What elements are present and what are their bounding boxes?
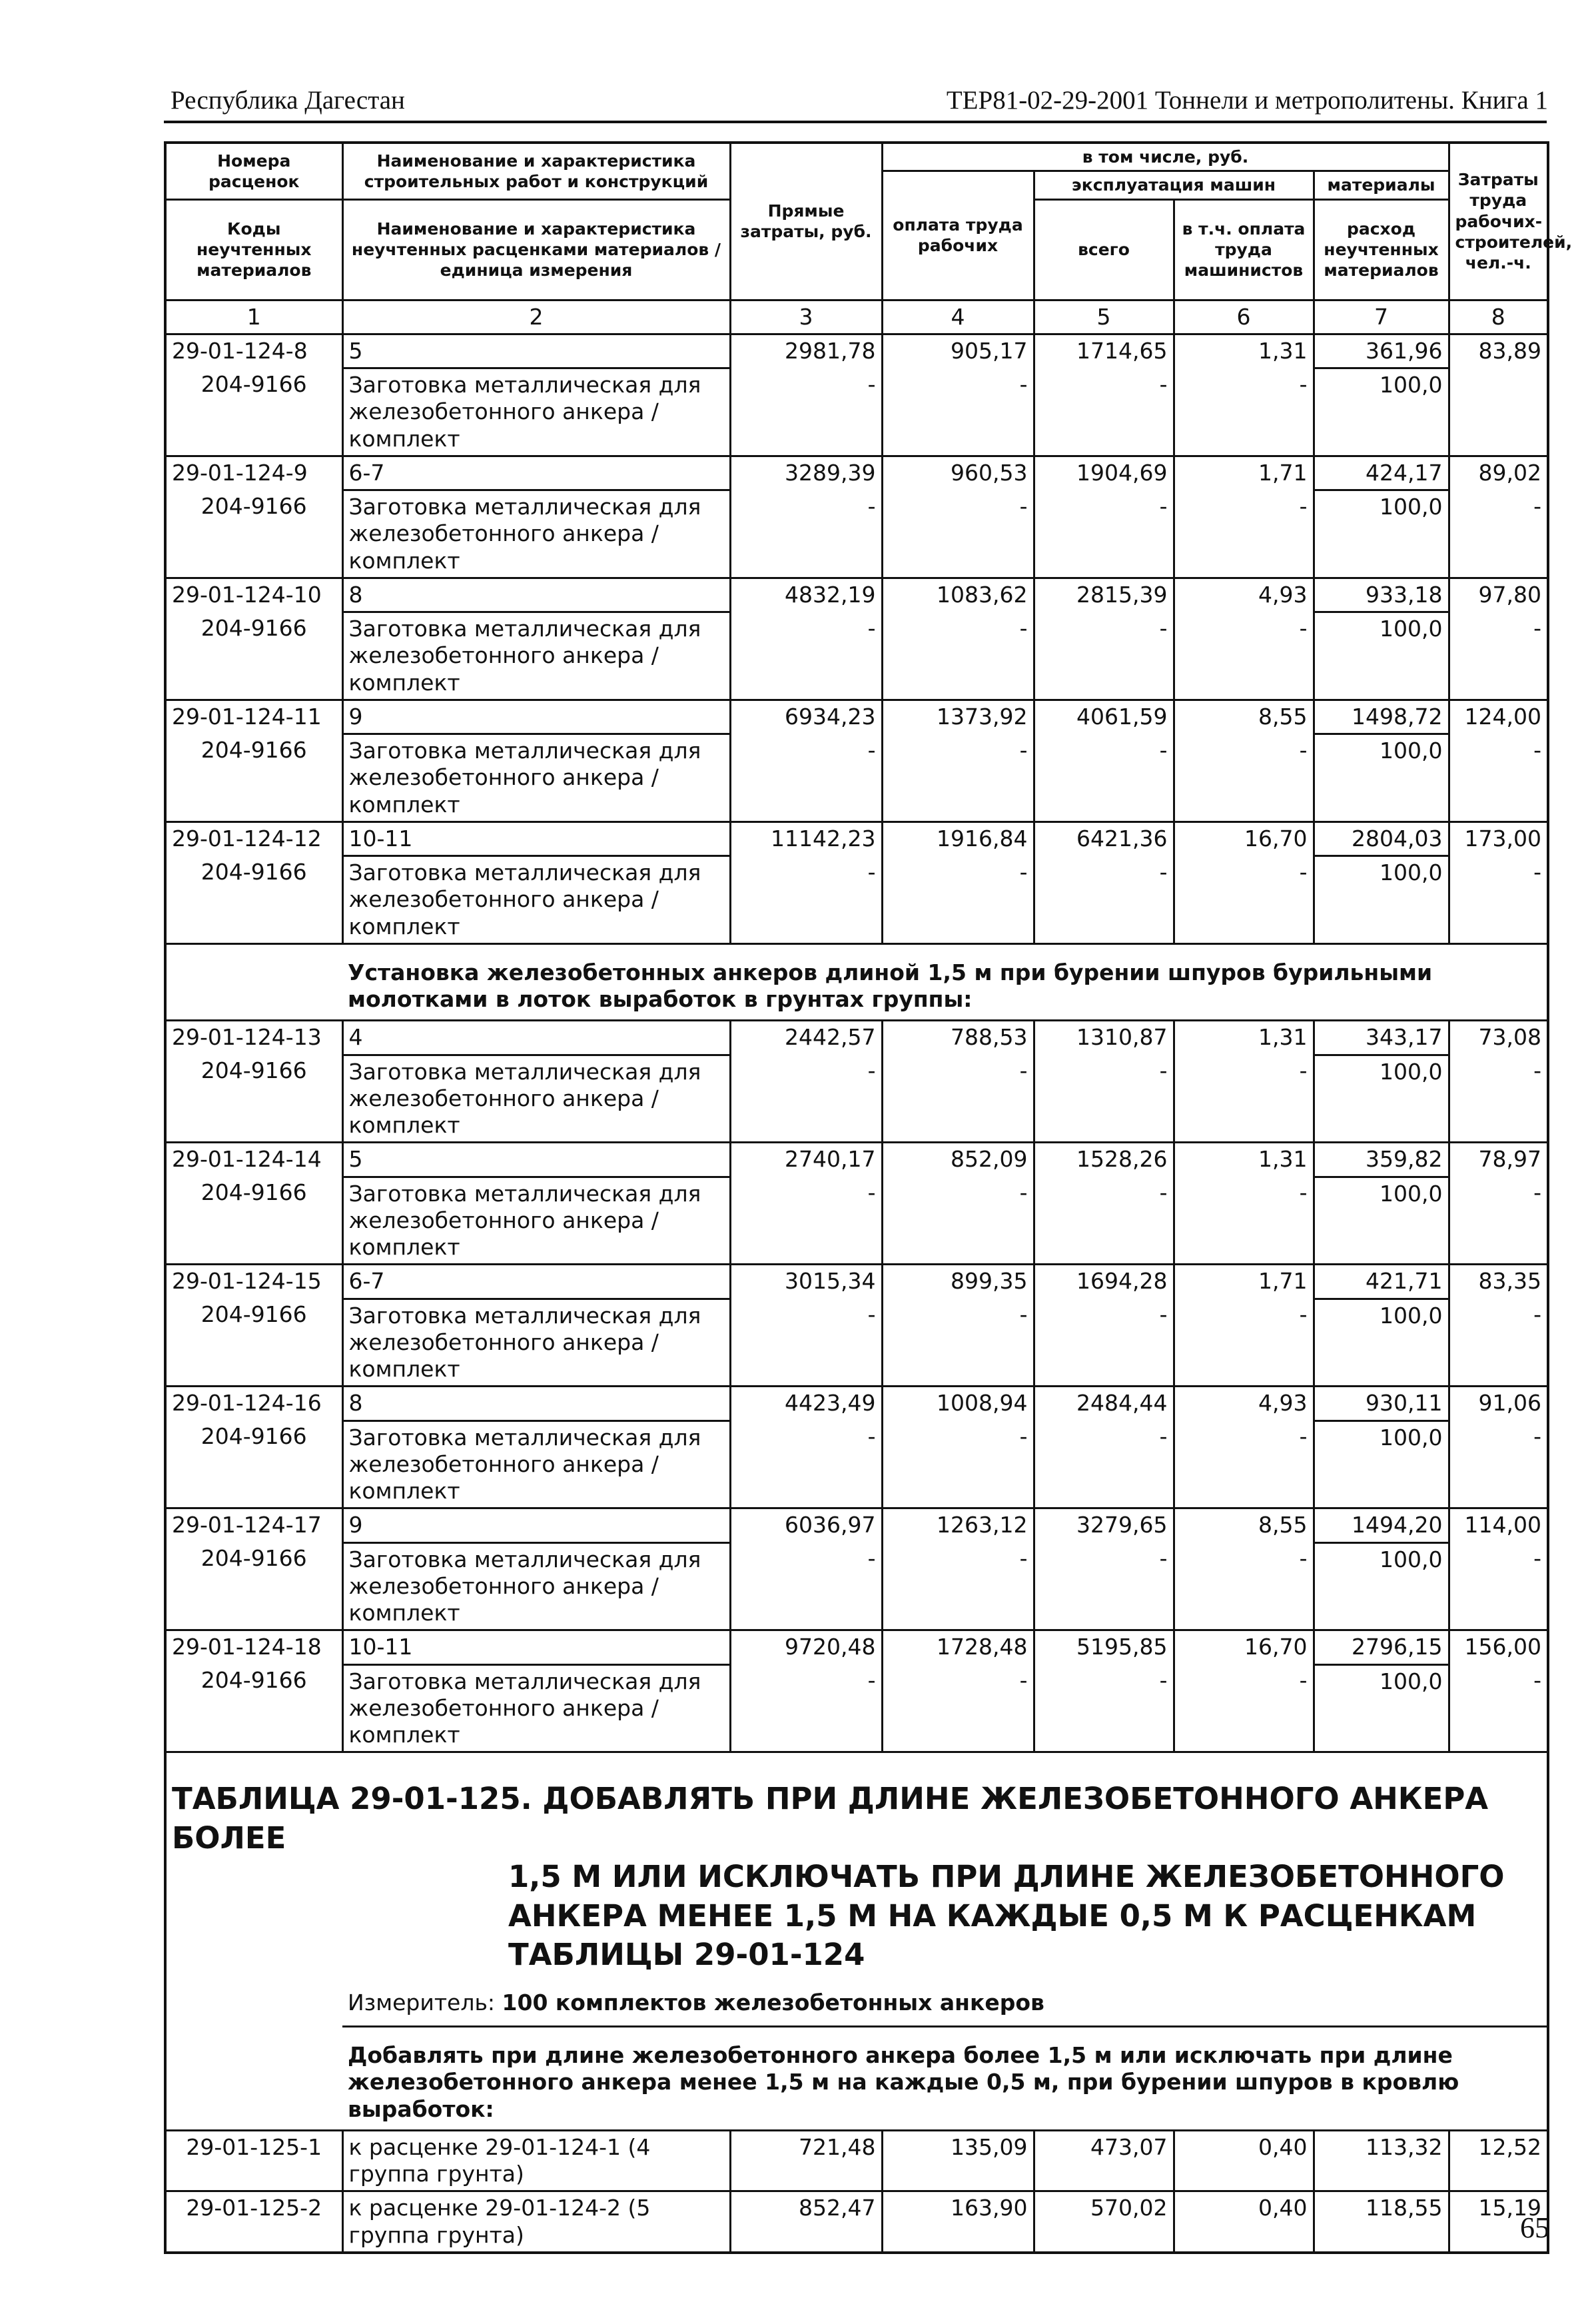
operators-cost: 1,31 xyxy=(1174,1143,1314,1177)
table-row xyxy=(165,700,1548,734)
section-spacer xyxy=(165,943,342,1021)
materials-cost: 421,71 xyxy=(1314,1265,1449,1299)
table-row xyxy=(165,1630,1548,1664)
labor-hours: 89,02 xyxy=(1449,456,1548,490)
table-row xyxy=(165,1299,1548,1387)
rate-code: 29-01-124-12 xyxy=(165,822,342,856)
materials-cost: 118,55 xyxy=(1314,2191,1449,2253)
material-labor: - xyxy=(882,856,1034,944)
labor-cost: 1008,94 xyxy=(882,1387,1034,1421)
labor-cost: 788,53 xyxy=(882,1021,1034,1055)
header-group-materials: материалы xyxy=(1314,171,1449,199)
material-machines: - xyxy=(1034,612,1174,700)
material-code: 204-9166 xyxy=(200,1423,307,1449)
material-machines: - xyxy=(1034,1177,1174,1265)
material-machines: - xyxy=(1034,1542,1174,1630)
rate-code: 29-01-124-9 xyxy=(165,456,342,490)
table-row xyxy=(165,2130,1548,2191)
rate-name: к расценке 29-01-124-1 (4 группа грунта) xyxy=(342,2130,730,2191)
material-name: Заготовка металлическая для железобетонного анкера / комплект xyxy=(342,368,730,456)
operators-cost: 0,40 xyxy=(1174,2191,1314,2253)
material-direct: - xyxy=(730,1055,882,1143)
labor-hours: 15,19 xyxy=(1449,2191,1548,2253)
rate-code: 29-01-124-14 xyxy=(165,1143,342,1177)
table-row xyxy=(165,1542,1548,1630)
material-hours xyxy=(1449,368,1548,456)
colnum-2: 2 xyxy=(342,300,730,334)
direct-cost: 6036,97 xyxy=(730,1508,882,1542)
machines-cost: 1310,87 xyxy=(1034,1021,1174,1055)
rate-code: 29-01-124-10 xyxy=(165,578,342,612)
material-labor: - xyxy=(882,1299,1034,1387)
labor-hours: 124,00 xyxy=(1449,700,1548,734)
direct-cost: 4832,19 xyxy=(730,578,882,612)
machines-cost: 2815,39 xyxy=(1034,578,1174,612)
materials-cost: 1494,20 xyxy=(1314,1508,1449,1542)
machines-cost: 5195,85 xyxy=(1034,1630,1174,1664)
material-code: 204-9166 xyxy=(200,1545,307,1571)
rate-code: 29-01-124-8 xyxy=(165,334,342,368)
material-direct: - xyxy=(730,1299,882,1387)
labor-cost: 905,17 xyxy=(882,334,1034,368)
section-title: Установка железобетонных анкеров длиной 1,5 м при бурении шпуров бурильными молотками в лоток выработок в грунтах группы: xyxy=(342,943,1548,1021)
colnum-8: 8 xyxy=(1449,300,1548,334)
material-code: 204-9166 xyxy=(200,492,307,519)
rate-name: 8 xyxy=(342,1387,730,1421)
table-row xyxy=(165,856,1548,944)
measure xyxy=(342,1987,1548,2027)
machines-cost: 3279,65 xyxy=(1034,1508,1174,1542)
material-hours: - xyxy=(1449,1664,1548,1752)
material-direct: - xyxy=(730,1177,882,1265)
material-machines: - xyxy=(1034,1664,1174,1752)
material-operators: - xyxy=(1174,1542,1314,1630)
material-direct: - xyxy=(730,1542,882,1630)
machines-cost: 473,07 xyxy=(1034,2130,1174,2191)
material-machines: - xyxy=(1034,490,1174,578)
operators-cost: 4,93 xyxy=(1174,1387,1314,1421)
material-qty: 100,0 xyxy=(1314,1542,1449,1630)
table-row xyxy=(165,822,1548,856)
direct-cost: 4423,49 xyxy=(730,1387,882,1421)
section-spacer xyxy=(165,2027,342,2131)
material-direct: - xyxy=(730,368,882,456)
material-code: 204-9166 xyxy=(200,1057,307,1083)
material-qty: 100,0 xyxy=(1314,1055,1449,1143)
operators-cost: 8,55 xyxy=(1174,1508,1314,1542)
material-operators: - xyxy=(1174,856,1314,944)
direct-cost: 2981,78 xyxy=(730,334,882,368)
material-machines: - xyxy=(1034,1055,1174,1143)
material-qty: 100,0 xyxy=(1314,1664,1449,1752)
table-row xyxy=(165,1664,1548,1752)
table125-title-line4: ТАБЛИЦЫ 29-01-124 xyxy=(508,1937,865,1973)
material-name: Заготовка металлическая для железобетонного анкера / комплект xyxy=(342,1664,730,1752)
labor-hours: 91,06 xyxy=(1449,1387,1548,1421)
header-group-including: в том числе, руб. xyxy=(882,143,1449,171)
direct-cost: 721,48 xyxy=(730,2130,882,2191)
materials-cost: 113,32 xyxy=(1314,2130,1449,2191)
table125-title-line3: АНКЕРА МЕНЕЕ 1,5 М НА КАЖДЫЕ 0,5 М К РАСЦЕНКАМ xyxy=(508,1898,1477,1934)
material-name: Заготовка металлическая для железобетонного анкера / комплект xyxy=(342,612,730,700)
direct-cost: 9720,48 xyxy=(730,1630,882,1664)
table125-title-row xyxy=(165,1752,1548,1987)
operators-cost: 1,71 xyxy=(1174,456,1314,490)
direct-cost: 852,47 xyxy=(730,2191,882,2253)
labor-cost: 163,90 xyxy=(882,2191,1034,2253)
header-left: Республика Дагестан xyxy=(171,86,405,115)
table-row xyxy=(165,1021,1548,1055)
labor-hours: 73,08 xyxy=(1449,1021,1548,1055)
material-direct: - xyxy=(730,1421,882,1508)
table-row xyxy=(165,734,1548,822)
colnum-4: 4 xyxy=(882,300,1034,334)
machines-cost: 6421,36 xyxy=(1034,822,1174,856)
material-code: 204-9166 xyxy=(200,1667,307,1693)
material-qty: 100,0 xyxy=(1314,1421,1449,1508)
rate-code: 29-01-125-2 xyxy=(165,2191,342,2253)
table-row xyxy=(165,456,1548,490)
labor-hours: 173,00 xyxy=(1449,822,1548,856)
colnum-6: 6 xyxy=(1174,300,1314,334)
direct-cost: 3015,34 xyxy=(730,1265,882,1299)
labor-cost: 1373,92 xyxy=(882,700,1034,734)
material-code: 204-9166 xyxy=(200,370,307,397)
material-machines: - xyxy=(1034,734,1174,822)
rate-code: 29-01-124-18 xyxy=(165,1630,342,1664)
colnum-1: 1 xyxy=(165,300,342,334)
table-row xyxy=(165,1387,1548,1421)
header-col3: Прямые затраты, руб. xyxy=(730,143,882,300)
table125-title-line2: 1,5 М ИЛИ ИСКЛЮЧАТЬ ПРИ ДЛИНЕ ЖЕЛЕЗОБЕТОННОГО xyxy=(508,1859,1505,1895)
material-labor: - xyxy=(882,1177,1034,1265)
materials-cost: 930,11 xyxy=(1314,1387,1449,1421)
labor-hours: 156,00 xyxy=(1449,1630,1548,1664)
labor-cost: 899,35 xyxy=(882,1265,1034,1299)
material-labor: - xyxy=(882,1055,1034,1143)
material-labor: - xyxy=(882,612,1034,700)
material-labor: - xyxy=(882,490,1034,578)
material-name: Заготовка металлическая для железобетонного анкера / комплект xyxy=(342,1177,730,1265)
table-row xyxy=(165,368,1548,456)
material-qty: 100,0 xyxy=(1314,734,1449,822)
material-name: Заготовка металлическая для железобетонного анкера / комплект xyxy=(342,856,730,944)
header-col1-bottom: Коды неучтенных материалов xyxy=(165,199,342,300)
operators-cost: 4,93 xyxy=(1174,578,1314,612)
table-row xyxy=(165,1265,1548,1299)
material-machines: - xyxy=(1034,856,1174,944)
header-col5: всего xyxy=(1034,199,1174,300)
material-labor: - xyxy=(882,734,1034,822)
material-qty: 100,0 xyxy=(1314,1299,1449,1387)
labor-cost: 1263,12 xyxy=(882,1508,1034,1542)
labor-cost: 1083,62 xyxy=(882,578,1034,612)
materials-cost: 1498,72 xyxy=(1314,700,1449,734)
operators-cost: 16,70 xyxy=(1174,1630,1314,1664)
direct-cost: 2442,57 xyxy=(730,1021,882,1055)
header-col2-top: Наименование и характеристика строительных работ и конструкций xyxy=(342,143,730,199)
rate-name: 6-7 xyxy=(342,1265,730,1299)
labor-hours: 83,89 xyxy=(1449,334,1548,368)
material-qty: 100,0 xyxy=(1314,368,1449,456)
direct-cost: 3289,39 xyxy=(730,456,882,490)
material-qty: 100,0 xyxy=(1314,490,1449,578)
header-group-machines: эксплуатация машин xyxy=(1034,171,1314,199)
material-operators: - xyxy=(1174,1055,1314,1143)
header-col8: Затраты труда рабочих-строителей, чел.-ч. xyxy=(1449,143,1548,300)
rate-code: 29-01-124-11 xyxy=(165,700,342,734)
rate-name: 10-11 xyxy=(342,822,730,856)
material-operators: - xyxy=(1174,368,1314,456)
material-direct: - xyxy=(730,490,882,578)
table-row xyxy=(165,2191,1548,2253)
header-col1-top: Номера расценок xyxy=(208,151,300,191)
material-operators: - xyxy=(1174,612,1314,700)
material-operators: - xyxy=(1174,490,1314,578)
material-hours: - xyxy=(1449,856,1548,944)
rate-name: к расценке 29-01-124-2 (5 группа грунта) xyxy=(342,2191,730,2253)
header-right: ТЕР81-02-29-2001 Тоннели и метрополитены. Книга 1 xyxy=(946,86,1548,115)
table125-section-row xyxy=(165,2027,1548,2131)
machines-cost: 1904,69 xyxy=(1034,456,1174,490)
measure-row xyxy=(165,1987,1548,2027)
header-col6: в т.ч. оплата труда машинистов xyxy=(1174,199,1314,300)
material-hours: - xyxy=(1449,1542,1548,1630)
rate-code: 29-01-124-15 xyxy=(165,1265,342,1299)
labor-hours: 12,52 xyxy=(1449,2130,1548,2191)
operators-cost: 1,31 xyxy=(1174,334,1314,368)
material-operators: - xyxy=(1174,1664,1314,1752)
material-machines: - xyxy=(1034,1421,1174,1508)
table-row xyxy=(165,1177,1548,1265)
machines-cost: 1714,65 xyxy=(1034,334,1174,368)
material-hours: - xyxy=(1449,1299,1548,1387)
material-name: Заготовка металлическая для железобетонного анкера / комплект xyxy=(342,1299,730,1387)
measure-value: 100 комплектов железобетонных анкеров xyxy=(502,1989,1044,2016)
material-direct: - xyxy=(730,1664,882,1752)
material-code: 204-9166 xyxy=(200,1301,307,1327)
labor-hours: 97,80 xyxy=(1449,578,1548,612)
labor-cost: 1728,48 xyxy=(882,1630,1034,1664)
machines-cost: 4061,59 xyxy=(1034,700,1174,734)
colnum-7: 7 xyxy=(1314,300,1449,334)
operators-cost: 0,40 xyxy=(1174,2130,1314,2191)
labor-hours: 114,00 xyxy=(1449,1508,1548,1542)
materials-cost: 361,96 xyxy=(1314,334,1449,368)
direct-cost: 11142,23 xyxy=(730,822,882,856)
materials-cost: 424,17 xyxy=(1314,456,1449,490)
rate-name: 5 xyxy=(342,334,730,368)
materials-cost: 343,17 xyxy=(1314,1021,1449,1055)
header-col2-bottom: Наименование и характеристика неучтенных расценками материалов / единица измерения xyxy=(342,199,730,300)
machines-cost: 1528,26 xyxy=(1034,1143,1174,1177)
colnum-5: 5 xyxy=(1034,300,1174,334)
table125-title-line1: ТАБЛИЦА 29-01-125. ДОБАВЛЯТЬ ПРИ ДЛИНЕ ЖЕЛЕЗОБЕТОННОГО АНКЕРА БОЛЕЕ xyxy=(172,1781,1489,1856)
labor-cost: 135,09 xyxy=(882,2130,1034,2191)
labor-hours: 83,35 xyxy=(1449,1265,1548,1299)
material-machines: - xyxy=(1034,1299,1174,1387)
material-direct: - xyxy=(730,612,882,700)
rate-name: 4 xyxy=(342,1021,730,1055)
direct-cost: 6934,23 xyxy=(730,700,882,734)
material-name: Заготовка металлическая для железобетонного анкера / комплект xyxy=(342,1055,730,1143)
rate-code: 29-01-125-1 xyxy=(165,2130,342,2191)
labor-hours: 78,97 xyxy=(1449,1143,1548,1177)
material-code: 204-9166 xyxy=(200,614,307,641)
materials-cost: 933,18 xyxy=(1314,578,1449,612)
rate-name: 10-11 xyxy=(342,1630,730,1664)
measure-label: Измеритель: xyxy=(348,1989,496,2016)
material-operators: - xyxy=(1174,1299,1314,1387)
table-row xyxy=(165,490,1548,578)
machines-cost: 1694,28 xyxy=(1034,1265,1174,1299)
section-heading-row xyxy=(165,943,1548,1021)
table-row xyxy=(165,578,1548,612)
colnum-3: 3 xyxy=(730,300,882,334)
material-hours: - xyxy=(1449,734,1548,822)
material-name: Заготовка металлическая для железобетонного анкера / комплект xyxy=(342,1542,730,1630)
material-hours: - xyxy=(1449,1421,1548,1508)
rate-code: 29-01-124-16 xyxy=(165,1387,342,1421)
material-code: 204-9166 xyxy=(200,1179,307,1205)
material-name: Заготовка металлическая для железобетонного анкера / комплект xyxy=(342,734,730,822)
material-operators: - xyxy=(1174,1421,1314,1508)
column-numbers-row xyxy=(165,300,1548,334)
material-code: 204-9166 xyxy=(200,736,307,763)
material-labor: - xyxy=(882,1542,1034,1630)
material-name: Заготовка металлическая для железобетонного анкера / комплект xyxy=(342,490,730,578)
material-labor: - xyxy=(882,368,1034,456)
table125-section-title: Добавлять при длине железобетонного анкера более 1,5 м или исключать при длине железобетонного анкера менее 1,5 м на каждые 0,5 м, при бурении шпуров в кровлю выработок: xyxy=(342,2027,1548,2131)
operators-cost: 1,31 xyxy=(1174,1021,1314,1055)
materials-cost: 2796,15 xyxy=(1314,1630,1449,1664)
labor-cost: 852,09 xyxy=(882,1143,1034,1177)
direct-cost: 2740,17 xyxy=(730,1143,882,1177)
material-qty: 100,0 xyxy=(1314,612,1449,700)
operators-cost: 8,55 xyxy=(1174,700,1314,734)
material-direct: - xyxy=(730,856,882,944)
rate-name: 9 xyxy=(342,1508,730,1542)
rate-code: 29-01-124-13 xyxy=(165,1021,342,1055)
material-qty: 100,0 xyxy=(1314,1177,1449,1265)
rate-name: 5 xyxy=(342,1143,730,1177)
materials-cost: 359,82 xyxy=(1314,1143,1449,1177)
table-row xyxy=(165,612,1548,700)
header-col4: оплата труда рабочих xyxy=(882,171,1034,300)
measure-spacer xyxy=(165,1987,342,2027)
material-operators: - xyxy=(1174,734,1314,822)
operators-cost: 1,71 xyxy=(1174,1265,1314,1299)
rate-name: 6-7 xyxy=(342,456,730,490)
rate-code: 29-01-124-17 xyxy=(165,1508,342,1542)
material-code: 204-9166 xyxy=(200,858,307,885)
machines-cost: 2484,44 xyxy=(1034,1387,1174,1421)
table-row xyxy=(165,1421,1548,1508)
table-row xyxy=(165,1508,1548,1542)
material-labor: - xyxy=(882,1664,1034,1752)
table-row xyxy=(165,334,1548,368)
table-row xyxy=(165,1055,1548,1143)
table125-title xyxy=(165,1752,1548,1987)
operators-cost: 16,70 xyxy=(1174,822,1314,856)
material-hours: - xyxy=(1449,612,1548,700)
material-qty: 100,0 xyxy=(1314,856,1449,944)
labor-cost: 960,53 xyxy=(882,456,1034,490)
material-hours: - xyxy=(1449,490,1548,578)
material-labor: - xyxy=(882,1421,1034,1508)
machines-cost: 570,02 xyxy=(1034,2191,1174,2253)
header-col7: расход неучтенных материалов xyxy=(1314,199,1449,300)
rate-name: 8 xyxy=(342,578,730,612)
header-row-1 xyxy=(165,143,1548,171)
page-number: 65 xyxy=(1520,2211,1549,2244)
material-machines: - xyxy=(1034,368,1174,456)
rates-table xyxy=(164,141,1573,2254)
labor-cost: 1916,84 xyxy=(882,822,1034,856)
material-direct: - xyxy=(730,734,882,822)
material-name: Заготовка металлическая для железобетонного анкера / комплект xyxy=(342,1421,730,1508)
table-row xyxy=(165,1143,1548,1177)
materials-cost: 2804,03 xyxy=(1314,822,1449,856)
material-hours: - xyxy=(1449,1177,1548,1265)
header-rule xyxy=(164,121,1547,123)
rate-name: 9 xyxy=(342,700,730,734)
material-hours: - xyxy=(1449,1055,1548,1143)
material-operators: - xyxy=(1174,1177,1314,1265)
